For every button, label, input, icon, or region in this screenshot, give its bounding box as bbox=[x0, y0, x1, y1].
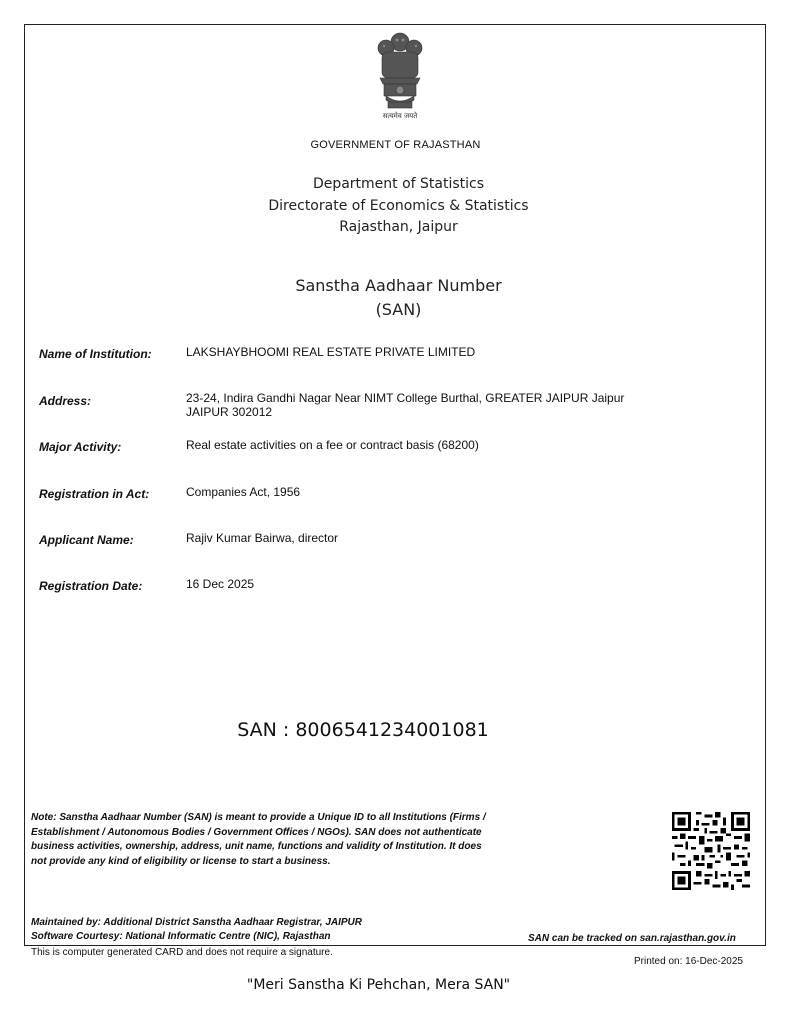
note-line-2: Establishment / Autonomous Bodies / Government Offices / NGOs). SAN does not authenticate bbox=[31, 826, 482, 838]
department-name: Department of Statistics bbox=[312, 176, 485, 192]
field-value-address-line1: 23-24, Indira Gandhi Nagar Near NIMT College Burthal, GREATER JAIPUR Jaipur bbox=[186, 391, 625, 405]
printed-on-date: Printed on: 16-Dec-2025 bbox=[634, 956, 743, 967]
emblem-motto: सत्यमेव जयते bbox=[382, 112, 418, 120]
field-value-applicant: Rajiv Kumar Bairwa, director bbox=[186, 531, 339, 545]
san-number: SAN : 8006541234001081 bbox=[237, 719, 489, 741]
document-title: Sanstha Aadhaar Number bbox=[295, 276, 502, 295]
document-subtitle: (SAN) bbox=[375, 300, 422, 319]
field-label-institution: Name of Institution: bbox=[39, 347, 152, 361]
tracking-link[interactable]: SAN can be tracked on san.rajasthan.gov.in bbox=[528, 933, 736, 944]
state-emblem-lion-capital-icon bbox=[370, 28, 430, 120]
field-value-act: Companies Act, 1956 bbox=[186, 485, 301, 499]
field-label-address: Address: bbox=[39, 394, 92, 408]
disclaimer-note bbox=[31, 811, 571, 869]
government-name: GOVERNMENT OF RAJASTHAN bbox=[310, 139, 481, 151]
note-line-1: Note: Sanstha Aadhaar Number (SAN) is meant to provide a Unique ID to all Institutions (Firms / bbox=[31, 812, 486, 823]
field-value-institution: LAKSHAYBHOOMI REAL ESTATE PRIVATE LIMITED bbox=[186, 345, 476, 359]
field-label-activity: Major Activity: bbox=[39, 440, 122, 454]
field-value-address-line2: JAIPUR 302012 bbox=[186, 405, 273, 419]
location: Rajasthan, Jaipur bbox=[339, 219, 458, 235]
slogan: "Meri Sanstha Ki Pehchan, Mera SAN" bbox=[246, 977, 511, 993]
note-line-4: not provide any kind of eligibility or license to start a business. bbox=[31, 855, 331, 867]
field-value-activity: Real estate activities on a fee or contract basis (68200) bbox=[186, 438, 479, 452]
maintained-by: Maintained by: Additional District Sanstha Aadhaar Registrar, JAIPUR bbox=[31, 917, 362, 928]
software-courtesy: Software Courtesy: National Informatic Centre (NIC), Rajasthan bbox=[31, 931, 331, 942]
field-label-act: Registration in Act: bbox=[39, 487, 150, 501]
field-label-registration-date: Registration Date: bbox=[39, 579, 143, 593]
computer-generated-notice: This is computer generated CARD and does not require a signature. bbox=[31, 947, 333, 958]
field-value-registration-date: 16 Dec 2025 bbox=[186, 577, 255, 591]
note-line-3: business activities, ownership, address, unit name, functions and validity of Institution. It does bbox=[31, 841, 482, 852]
directorate-name: Directorate of Economics & Statistics bbox=[268, 198, 529, 214]
field-label-applicant: Applicant Name: bbox=[39, 533, 134, 547]
qr-code-icon bbox=[670, 812, 752, 890]
